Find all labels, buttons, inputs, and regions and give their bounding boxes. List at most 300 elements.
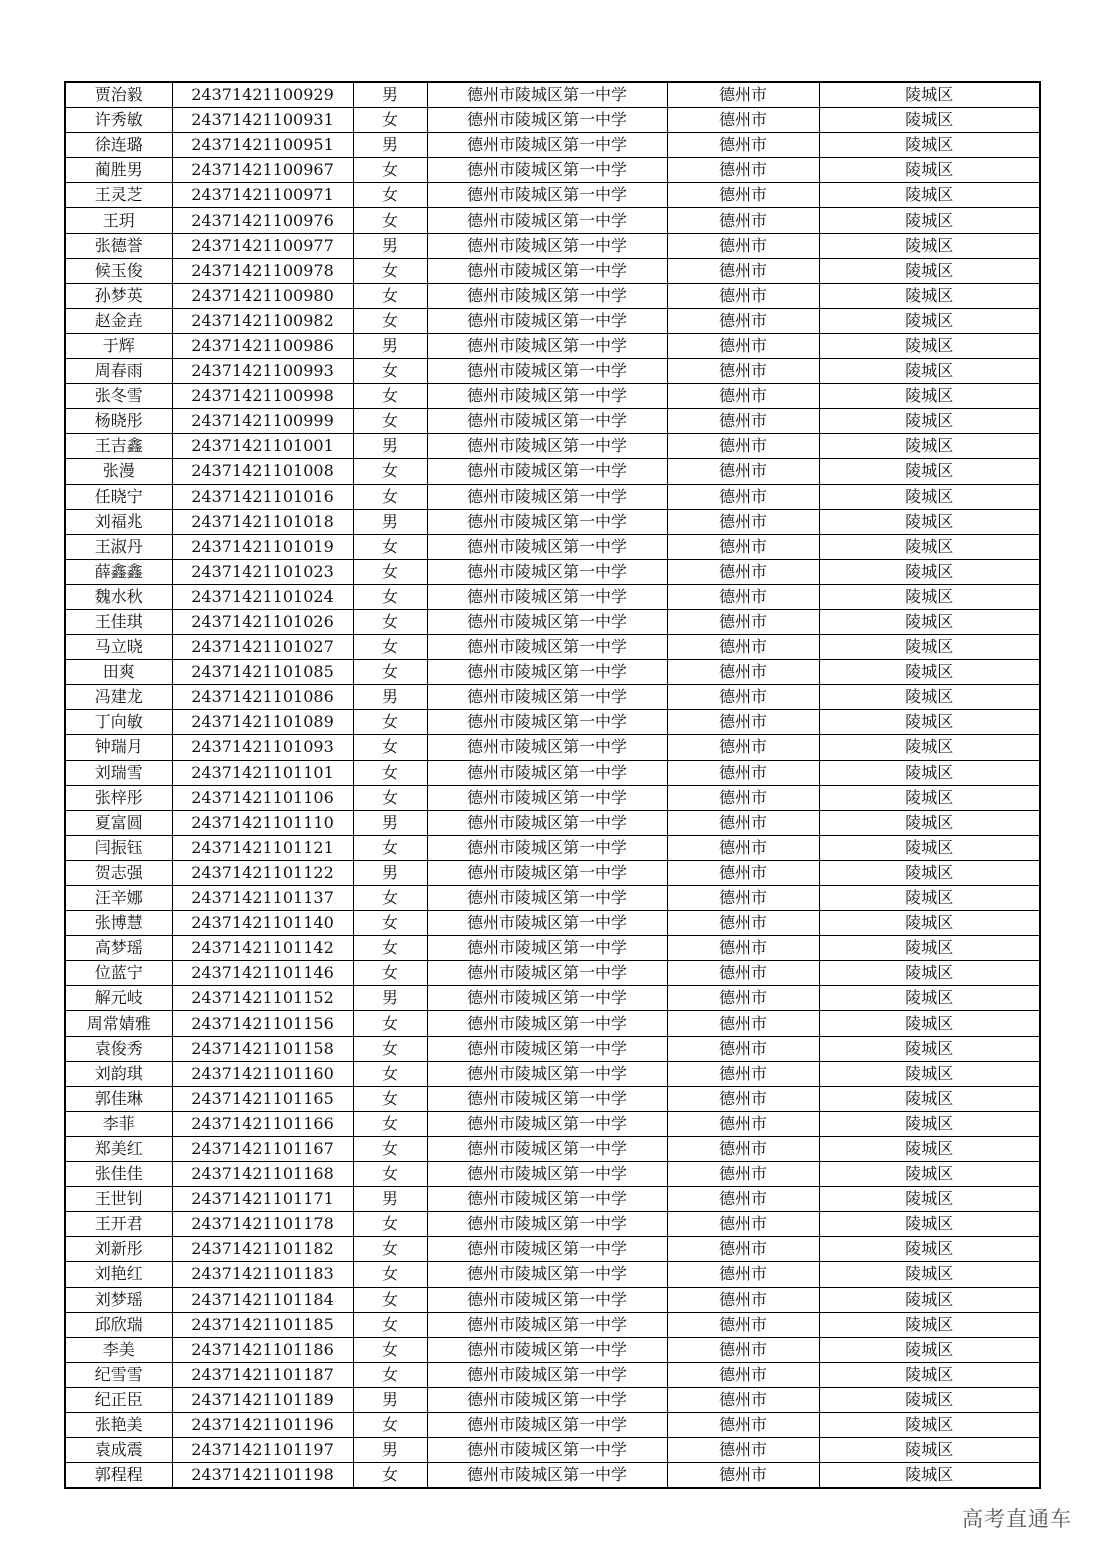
table-row [65,1111,1040,1136]
city-cell: 德州市 [667,1387,819,1412]
exam-id-cell: 24371421101085 [172,660,353,685]
exam-id-cell: 24371421101140 [172,911,353,936]
student-roster-table [64,81,1041,1489]
exam-id-cell: 24371421101178 [172,1212,353,1237]
school-cell: 德州市陵城区第一中学 [427,208,667,233]
district-cell: 陵城区 [819,283,1040,308]
gender-cell: 女 [353,158,427,183]
gender-cell: 女 [353,835,427,860]
gender-cell: 女 [353,1011,427,1036]
school-cell: 德州市陵城区第一中学 [427,183,667,208]
gender-cell: 女 [353,609,427,634]
gender-cell: 女 [353,1412,427,1437]
gender-cell: 男 [353,333,427,358]
name-cell: 李菲 [65,1111,172,1136]
gender-cell: 男 [353,133,427,158]
exam-id-cell: 24371421100971 [172,183,353,208]
exam-id-cell: 24371421101024 [172,584,353,609]
exam-id-cell: 24371421101018 [172,509,353,534]
city-cell: 德州市 [667,1136,819,1161]
city-cell: 德州市 [667,961,819,986]
school-cell: 德州市陵城区第一中学 [427,308,667,333]
city-cell: 德州市 [667,509,819,534]
exam-id-cell: 24371421101086 [172,685,353,710]
name-cell: 高梦瑶 [65,936,172,961]
school-cell: 德州市陵城区第一中学 [427,559,667,584]
school-cell: 德州市陵城区第一中学 [427,1262,667,1287]
city-cell: 德州市 [667,584,819,609]
district-cell: 陵城区 [819,1162,1040,1187]
table-row [65,1463,1040,1489]
gender-cell: 女 [353,1463,427,1489]
school-cell: 德州市陵城区第一中学 [427,534,667,559]
exam-id-cell: 24371421101185 [172,1312,353,1337]
table-row [65,409,1040,434]
district-cell: 陵城区 [819,635,1040,660]
exam-id-cell: 24371421101016 [172,484,353,509]
school-cell: 德州市陵城区第一中学 [427,1036,667,1061]
table-row [65,961,1040,986]
school-cell: 德州市陵城区第一中学 [427,233,667,258]
gender-cell: 男 [353,434,427,459]
gender-cell: 女 [353,1362,427,1387]
district-cell: 陵城区 [819,1086,1040,1111]
name-cell: 王世钊 [65,1187,172,1212]
table-row [65,434,1040,459]
school-cell: 德州市陵城区第一中学 [427,1387,667,1412]
name-cell: 闫振钰 [65,835,172,860]
district-cell: 陵城区 [819,82,1040,108]
name-cell: 徐连璐 [65,133,172,158]
table-row [65,1086,1040,1111]
district-cell: 陵城区 [819,760,1040,785]
school-cell: 德州市陵城区第一中学 [427,1362,667,1387]
district-cell: 陵城区 [819,1337,1040,1362]
name-cell: 刘福兆 [65,509,172,534]
name-cell: 杨晓彤 [65,409,172,434]
name-cell: 邱欣瑞 [65,1312,172,1337]
city-cell: 德州市 [667,760,819,785]
school-cell: 德州市陵城区第一中学 [427,936,667,961]
school-cell: 德州市陵城区第一中学 [427,1136,667,1161]
table-row [65,308,1040,333]
gender-cell: 男 [353,509,427,534]
roster-body [65,82,1040,1488]
city-cell: 德州市 [667,785,819,810]
exam-id-cell: 24371421100980 [172,283,353,308]
school-cell: 德州市陵城区第一中学 [427,835,667,860]
school-cell: 德州市陵城区第一中学 [427,810,667,835]
name-cell: 李美 [65,1337,172,1362]
gender-cell: 女 [353,1287,427,1312]
school-cell: 德州市陵城区第一中学 [427,108,667,133]
city-cell: 德州市 [667,534,819,559]
district-cell: 陵城区 [819,710,1040,735]
name-cell: 郭程程 [65,1463,172,1489]
city-cell: 德州市 [667,258,819,283]
district-cell: 陵城区 [819,1011,1040,1036]
district-cell: 陵城区 [819,961,1040,986]
exam-id-cell: 24371421100976 [172,208,353,233]
table-row [65,760,1040,785]
gender-cell: 女 [353,1312,427,1337]
table-row [65,810,1040,835]
city-cell: 德州市 [667,82,819,108]
gender-cell: 女 [353,208,427,233]
name-cell: 张艳美 [65,1412,172,1437]
table-row [65,359,1040,384]
gender-cell: 女 [353,384,427,409]
city-cell: 德州市 [667,359,819,384]
gender-cell: 女 [353,409,427,434]
school-cell: 德州市陵城区第一中学 [427,258,667,283]
table-row [65,936,1040,961]
exam-id-cell: 24371421101146 [172,961,353,986]
table-row [65,233,1040,258]
exam-id-cell: 24371421101183 [172,1262,353,1287]
city-cell: 德州市 [667,860,819,885]
city-cell: 德州市 [667,133,819,158]
school-cell: 德州市陵城区第一中学 [427,860,667,885]
table-row [65,1438,1040,1463]
table-row [65,609,1040,634]
gender-cell: 女 [353,1136,427,1161]
gender-cell: 女 [353,108,427,133]
city-cell: 德州市 [667,183,819,208]
district-cell: 陵城区 [819,133,1040,158]
table-row [65,785,1040,810]
city-cell: 德州市 [667,333,819,358]
school-cell: 德州市陵城区第一中学 [427,158,667,183]
name-cell: 蔺胜男 [65,158,172,183]
school-cell: 德州市陵城区第一中学 [427,886,667,911]
city-cell: 德州市 [667,1162,819,1187]
exam-id-cell: 24371421101023 [172,559,353,584]
city-cell: 德州市 [667,1463,819,1489]
table-row [65,1362,1040,1387]
gender-cell: 女 [353,1111,427,1136]
name-cell: 解元岐 [65,986,172,1011]
gender-cell: 男 [353,82,427,108]
exam-id-cell: 24371421101137 [172,886,353,911]
table-row [65,1212,1040,1237]
district-cell: 陵城区 [819,735,1040,760]
district-cell: 陵城区 [819,685,1040,710]
district-cell: 陵城区 [819,509,1040,534]
name-cell: 王玥 [65,208,172,233]
exam-id-cell: 24371421101158 [172,1036,353,1061]
gender-cell: 男 [353,986,427,1011]
table-row [65,459,1040,484]
name-cell: 纪正臣 [65,1387,172,1412]
gender-cell: 女 [353,1237,427,1262]
city-cell: 德州市 [667,660,819,685]
exam-id-cell: 24371421100999 [172,409,353,434]
gender-cell: 女 [353,559,427,584]
table-row [65,158,1040,183]
district-cell: 陵城区 [819,1387,1040,1412]
district-cell: 陵城区 [819,1287,1040,1312]
district-cell: 陵城区 [819,384,1040,409]
exam-id-cell: 24371421101156 [172,1011,353,1036]
exam-id-cell: 24371421101027 [172,635,353,660]
gender-cell: 女 [353,183,427,208]
table-row [65,1036,1040,1061]
table-row [65,133,1040,158]
table-row [65,1162,1040,1187]
school-cell: 德州市陵城区第一中学 [427,384,667,409]
district-cell: 陵城区 [819,1362,1040,1387]
district-cell: 陵城区 [819,409,1040,434]
district-cell: 陵城区 [819,1111,1040,1136]
exam-id-cell: 24371421100929 [172,82,353,108]
table-row [65,1011,1040,1036]
table-row [65,1262,1040,1287]
city-cell: 德州市 [667,810,819,835]
table-row [65,735,1040,760]
school-cell: 德州市陵城区第一中学 [427,1287,667,1312]
name-cell: 刘艳红 [65,1262,172,1287]
exam-id-cell: 24371421100998 [172,384,353,409]
city-cell: 德州市 [667,283,819,308]
name-cell: 张德誉 [65,233,172,258]
gender-cell: 女 [353,1162,427,1187]
district-cell: 陵城区 [819,609,1040,634]
table-row [65,835,1040,860]
district-cell: 陵城区 [819,1463,1040,1489]
table-row [65,559,1040,584]
city-cell: 德州市 [667,158,819,183]
name-cell: 贾治毅 [65,82,172,108]
city-cell: 德州市 [667,108,819,133]
exam-id-cell: 24371421101184 [172,1287,353,1312]
district-cell: 陵城区 [819,233,1040,258]
table-row [65,911,1040,936]
gender-cell: 女 [353,1337,427,1362]
gender-cell: 女 [353,283,427,308]
name-cell: 于辉 [65,333,172,358]
district-cell: 陵城区 [819,660,1040,685]
name-cell: 赵金垚 [65,308,172,333]
gender-cell: 女 [353,484,427,509]
city-cell: 德州市 [667,685,819,710]
city-cell: 德州市 [667,609,819,634]
school-cell: 德州市陵城区第一中学 [427,735,667,760]
name-cell: 候玉俊 [65,258,172,283]
gender-cell: 男 [353,860,427,885]
city-cell: 德州市 [667,484,819,509]
district-cell: 陵城区 [819,1212,1040,1237]
name-cell: 郭佳琳 [65,1086,172,1111]
gender-cell: 女 [353,760,427,785]
name-cell: 贺志强 [65,860,172,885]
name-cell: 丁向敏 [65,710,172,735]
gender-cell: 女 [353,785,427,810]
gender-cell: 男 [353,685,427,710]
table-row [65,584,1040,609]
city-cell: 德州市 [667,208,819,233]
school-cell: 德州市陵城区第一中学 [427,1237,667,1262]
gender-cell: 女 [353,1212,427,1237]
table-row [65,1136,1040,1161]
school-cell: 德州市陵城区第一中学 [427,1312,667,1337]
school-cell: 德州市陵城区第一中学 [427,359,667,384]
table-row [65,635,1040,660]
school-cell: 德州市陵城区第一中学 [427,660,667,685]
city-cell: 德州市 [667,1111,819,1136]
table-row [65,258,1040,283]
school-cell: 德州市陵城区第一中学 [427,1061,667,1086]
city-cell: 德州市 [667,233,819,258]
school-cell: 德州市陵城区第一中学 [427,1412,667,1437]
school-cell: 德州市陵城区第一中学 [427,283,667,308]
table-row [65,1312,1040,1337]
district-cell: 陵城区 [819,308,1040,333]
gender-cell: 女 [353,660,427,685]
school-cell: 德州市陵城区第一中学 [427,986,667,1011]
school-cell: 德州市陵城区第一中学 [427,584,667,609]
district-cell: 陵城区 [819,534,1040,559]
city-cell: 德州市 [667,1312,819,1337]
table-row [65,509,1040,534]
exam-id-cell: 24371421100967 [172,158,353,183]
table-row [65,108,1040,133]
name-cell: 王吉鑫 [65,434,172,459]
table-row [65,183,1040,208]
district-cell: 陵城区 [819,1061,1040,1086]
exam-id-cell: 24371421100982 [172,308,353,333]
city-cell: 德州市 [667,1212,819,1237]
exam-id-cell: 24371421100931 [172,108,353,133]
exam-id-cell: 24371421101186 [172,1337,353,1362]
exam-id-cell: 24371421101166 [172,1111,353,1136]
city-cell: 德州市 [667,1362,819,1387]
district-cell: 陵城区 [819,183,1040,208]
gender-cell: 女 [353,1036,427,1061]
gender-cell: 女 [353,886,427,911]
school-cell: 德州市陵城区第一中学 [427,459,667,484]
school-cell: 德州市陵城区第一中学 [427,1086,667,1111]
city-cell: 德州市 [667,1187,819,1212]
school-cell: 德州市陵城区第一中学 [427,760,667,785]
city-cell: 德州市 [667,1011,819,1036]
exam-id-cell: 24371421100977 [172,233,353,258]
city-cell: 德州市 [667,1337,819,1362]
exam-id-cell: 24371421101106 [172,785,353,810]
district-cell: 陵城区 [819,208,1040,233]
exam-id-cell: 24371421101160 [172,1061,353,1086]
city-cell: 德州市 [667,434,819,459]
school-cell: 德州市陵城区第一中学 [427,911,667,936]
table-row [65,1387,1040,1412]
city-cell: 德州市 [667,1412,819,1437]
gender-cell: 女 [353,1086,427,1111]
city-cell: 德州市 [667,384,819,409]
city-cell: 德州市 [667,710,819,735]
school-cell: 德州市陵城区第一中学 [427,1212,667,1237]
exam-id-cell: 24371421101019 [172,534,353,559]
city-cell: 德州市 [667,1287,819,1312]
name-cell: 许秀敏 [65,108,172,133]
name-cell: 袁俊秀 [65,1036,172,1061]
city-cell: 德州市 [667,635,819,660]
city-cell: 德州市 [667,1036,819,1061]
exam-id-cell: 24371421100951 [172,133,353,158]
table-row [65,1337,1040,1362]
table-row [65,986,1040,1011]
gender-cell: 女 [353,710,427,735]
table-row [65,333,1040,358]
district-cell: 陵城区 [819,810,1040,835]
table-row [65,1061,1040,1086]
name-cell: 纪雪雪 [65,1362,172,1387]
exam-id-cell: 24371421101089 [172,710,353,735]
name-cell: 任晓宁 [65,484,172,509]
exam-id-cell: 24371421100993 [172,359,353,384]
district-cell: 陵城区 [819,434,1040,459]
school-cell: 德州市陵城区第一中学 [427,333,667,358]
exam-id-cell: 24371421101187 [172,1362,353,1387]
school-cell: 德州市陵城区第一中学 [427,509,667,534]
gender-cell: 女 [353,911,427,936]
gender-cell: 女 [353,258,427,283]
name-cell: 王开君 [65,1212,172,1237]
district-cell: 陵城区 [819,936,1040,961]
district-cell: 陵城区 [819,559,1040,584]
district-cell: 陵城区 [819,459,1040,484]
gender-cell: 女 [353,359,427,384]
name-cell: 张梓彤 [65,785,172,810]
exam-id-cell: 24371421100978 [172,258,353,283]
gender-cell: 女 [353,459,427,484]
gender-cell: 女 [353,1061,427,1086]
exam-id-cell: 24371421101189 [172,1387,353,1412]
name-cell: 刘韵琪 [65,1061,172,1086]
table-row [65,1187,1040,1212]
school-cell: 德州市陵城区第一中学 [427,685,667,710]
city-cell: 德州市 [667,986,819,1011]
city-cell: 德州市 [667,835,819,860]
table-row [65,384,1040,409]
exam-id-cell: 24371421101110 [172,810,353,835]
district-cell: 陵城区 [819,584,1040,609]
gender-cell: 女 [353,735,427,760]
district-cell: 陵城区 [819,911,1040,936]
school-cell: 德州市陵城区第一中学 [427,785,667,810]
gender-cell: 女 [353,308,427,333]
district-cell: 陵城区 [819,108,1040,133]
name-cell: 王灵芝 [65,183,172,208]
district-cell: 陵城区 [819,158,1040,183]
city-cell: 德州市 [667,409,819,434]
gender-cell: 女 [353,936,427,961]
school-cell: 德州市陵城区第一中学 [427,409,667,434]
exam-id-cell: 24371421101171 [172,1187,353,1212]
table-row [65,886,1040,911]
city-cell: 德州市 [667,308,819,333]
city-cell: 德州市 [667,911,819,936]
city-cell: 德州市 [667,1086,819,1111]
school-cell: 德州市陵城区第一中学 [427,609,667,634]
table-row [65,208,1040,233]
district-cell: 陵城区 [819,1237,1040,1262]
name-cell: 孙梦英 [65,283,172,308]
district-cell: 陵城区 [819,1187,1040,1212]
name-cell: 袁成震 [65,1438,172,1463]
name-cell: 刘梦瑶 [65,1287,172,1312]
name-cell: 郑美红 [65,1136,172,1161]
city-cell: 德州市 [667,936,819,961]
